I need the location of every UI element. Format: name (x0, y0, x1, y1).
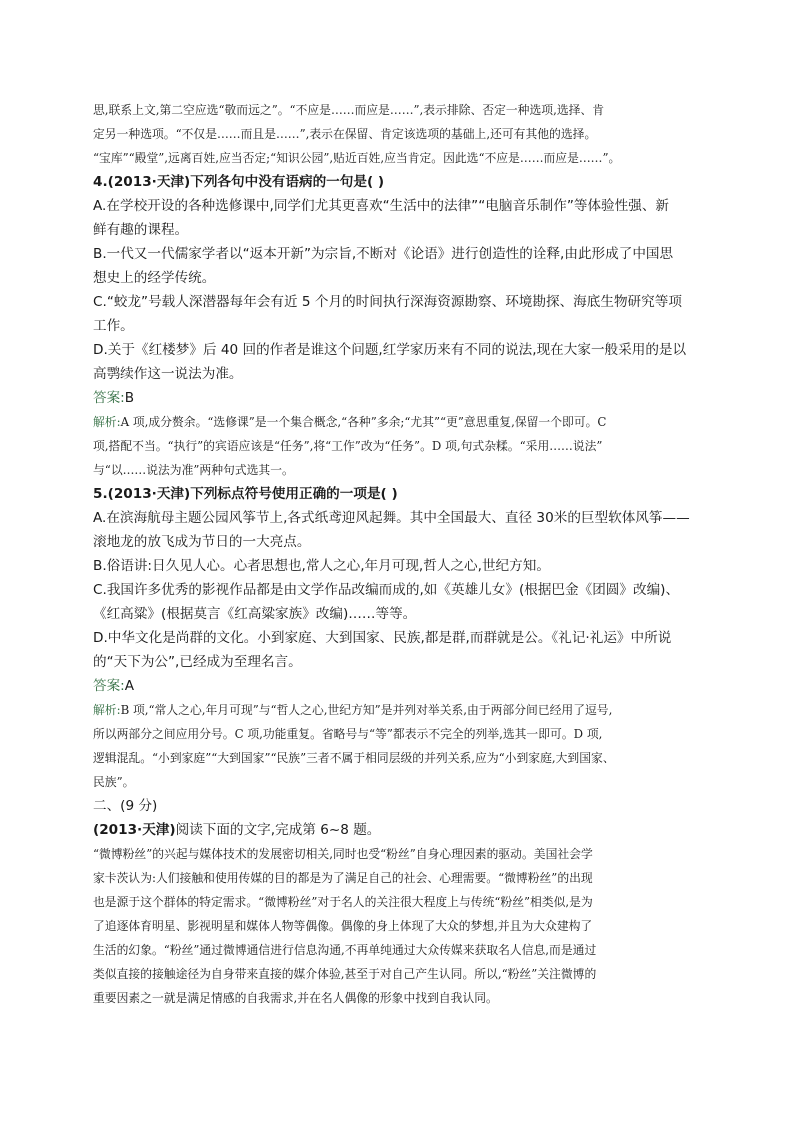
passage-line: 类似直接的接触途径为自身带来直接的媒介体验,甚至于对自己产生认同。所以,“粉丝”关注微博的 (93, 967, 597, 981)
passage-line: 家卡茨认为:人们接触和使用传媒的目的都是为了满足自己的社会、心理需要。“微博粉丝”的出现 (93, 871, 593, 885)
answer-label: 答案: (93, 678, 125, 694)
passage-line: 重要因素之一就是满足情感的自我需求,并在名人偶像的形象中找到自我认同。 (93, 991, 498, 1005)
explanation-line: 民族”。 (93, 775, 135, 789)
explanation-line: 所以两部分之间应用分号。C 项,功能重复。省略号与“等”都表示不完全的列举,选其一即可。D 项, (93, 727, 603, 741)
explanation-line: 项,搭配不当。“执行”的宾语应该是“任务”,将“工作”改为“任务”。D 项,句式杂糅。“采用……说法” (93, 439, 603, 453)
question-5 (93, 482, 711, 794)
answer (93, 674, 711, 698)
option-b-line2: 想史上的经学传统。 (93, 270, 216, 286)
document-content (93, 98, 711, 1010)
intro-explanation (93, 98, 711, 170)
option-b-line1: B.俗语讲:日久见人心。心者思想也,常人之心,年月可现,哲人之心,世纪方知。 (93, 558, 550, 574)
passage-line: 生活的幻象。“粉丝”通过微博通信进行信息沟通,不再单纯通过大众传媒来获取名人信息,而是通过 (93, 943, 597, 957)
section-2 (93, 794, 711, 1010)
explanation-line (93, 698, 711, 722)
explanation-line: 逻辑混乱。“小到家庭”“大到国家”“民族”三者不属于相同层级的并列关系,应为“小到家庭,大到国家、 (93, 751, 615, 765)
explanation-label: 解析: (93, 703, 121, 717)
question-4 (93, 170, 711, 482)
option-b-line1: B.一代又一代儒家学者以“返本开新”为宗旨,不断对《论语》进行创造性的诠释,由此形成了中国思 (93, 246, 674, 262)
option-a-line2: 滚地龙的放飞成为节日的一大亮点。 (93, 534, 311, 550)
question-stem: 4.(2013·天津)下列各句中没有语病的一句是( ) (93, 174, 385, 190)
section-instruction: 阅读下面的文字,完成第 6~8 题。 (175, 822, 381, 838)
answer-value: A (124, 678, 135, 694)
answer (93, 386, 711, 410)
explanation-line: 定另一种选项。“不仅是……而且是……”,表示在保留、肯定该选项的基础上,还可有其他的选择。 (93, 127, 597, 141)
option-d-line2: 高鹗续作这一说法为准。 (93, 366, 243, 382)
section-heading: 二、(9 分) (93, 798, 158, 814)
option-d-line1: D.关于《红楼梦》后 40 回的作者是谁这个问题,红学家历来有不同的说法,现在大家一般采用的是以 (93, 342, 687, 358)
question-stem: 5.(2013·天津)下列标点符号使用正确的一项是( ) (93, 486, 398, 502)
passage-line: 也是源于这个群体的特定需求。“微博粉丝”对于名人的关注很大程度上与传统“粉丝”相类似,是为 (93, 895, 593, 909)
explanation-line: “宝库”“殿堂”,远离百姓,应当否定;“知识公园”,贴近百姓,应当肯定。因此选“不应是……而应是……”。 (93, 151, 621, 165)
option-c-line1: C.我国许多优秀的影视作品都是由文学作品改编而成的,如《英雄儿女》(根据巴金《团圆》改编)、 (93, 582, 680, 598)
passage-line: “微博粉丝”的兴起与媒体技术的发展密切相关,同时也受“粉丝”自身心理因素的驱动。美国社会学 (93, 847, 593, 861)
explanation-line (93, 410, 711, 434)
explanation-line: 思,联系上文,第二空应选“敬而远之”。“不应是……而应是……”,表示排除、否定一种选项,选择、肯 (93, 103, 605, 117)
option-a-line1: A.在学校开设的各种选修课中,同学们尤其更喜欢“生活中的法律”“电脑音乐制作”等体验性强、新 (93, 198, 670, 214)
section-intro (93, 818, 711, 842)
option-c-line1: C.“蛟龙”号载人深潜器每年会有近 5 个月的时间执行深海资源勘察、环境勘探、海底生物研究等项 (93, 294, 682, 310)
option-a-line1: A.在滨海航母主题公园风筝节上,各式纸鸢迎风起舞。其中全国最大、直径 30米的巨型软体风筝—— (93, 510, 690, 526)
option-c-line2: 《红高粱》(根据莫言《红高粱家族》改编)……等等。 (93, 606, 417, 622)
option-d-line2: 的“天下为公”,已经成为至理名言。 (93, 654, 302, 670)
section-source: (2013·天津) (93, 822, 176, 838)
answer-label: 答案: (93, 390, 125, 406)
option-a-line2: 鲜有趣的课程。 (93, 222, 189, 238)
passage-line: 了追逐体育明星、影视明星和媒体人物等偶像。偶像的身上体现了大众的梦想,并且为大众建构了 (93, 919, 593, 933)
explanation-text: B 项,“常人之心,年月可现”与“哲人之心,世纪方知”是并列对举关系,由于两部分间已经用了逗号, (120, 703, 613, 717)
option-d-line1: D.中华文化是尚群的文化。小到家庭、大到国家、民族,都是群,而群就是公。《礼记·礼运》中所说 (93, 630, 672, 646)
answer-value: B (124, 390, 135, 406)
explanation-line: 与“以……说法为准”两种句式选其一。 (93, 463, 294, 477)
option-c-line2: 工作。 (93, 318, 134, 334)
explanation-label: 解析: (93, 415, 121, 429)
explanation-text: A 项,成分赘余。“选修课”是一个集合概念,“各种”多余;“尤其”“更”意思重复,保留一个即可。C (120, 415, 607, 429)
